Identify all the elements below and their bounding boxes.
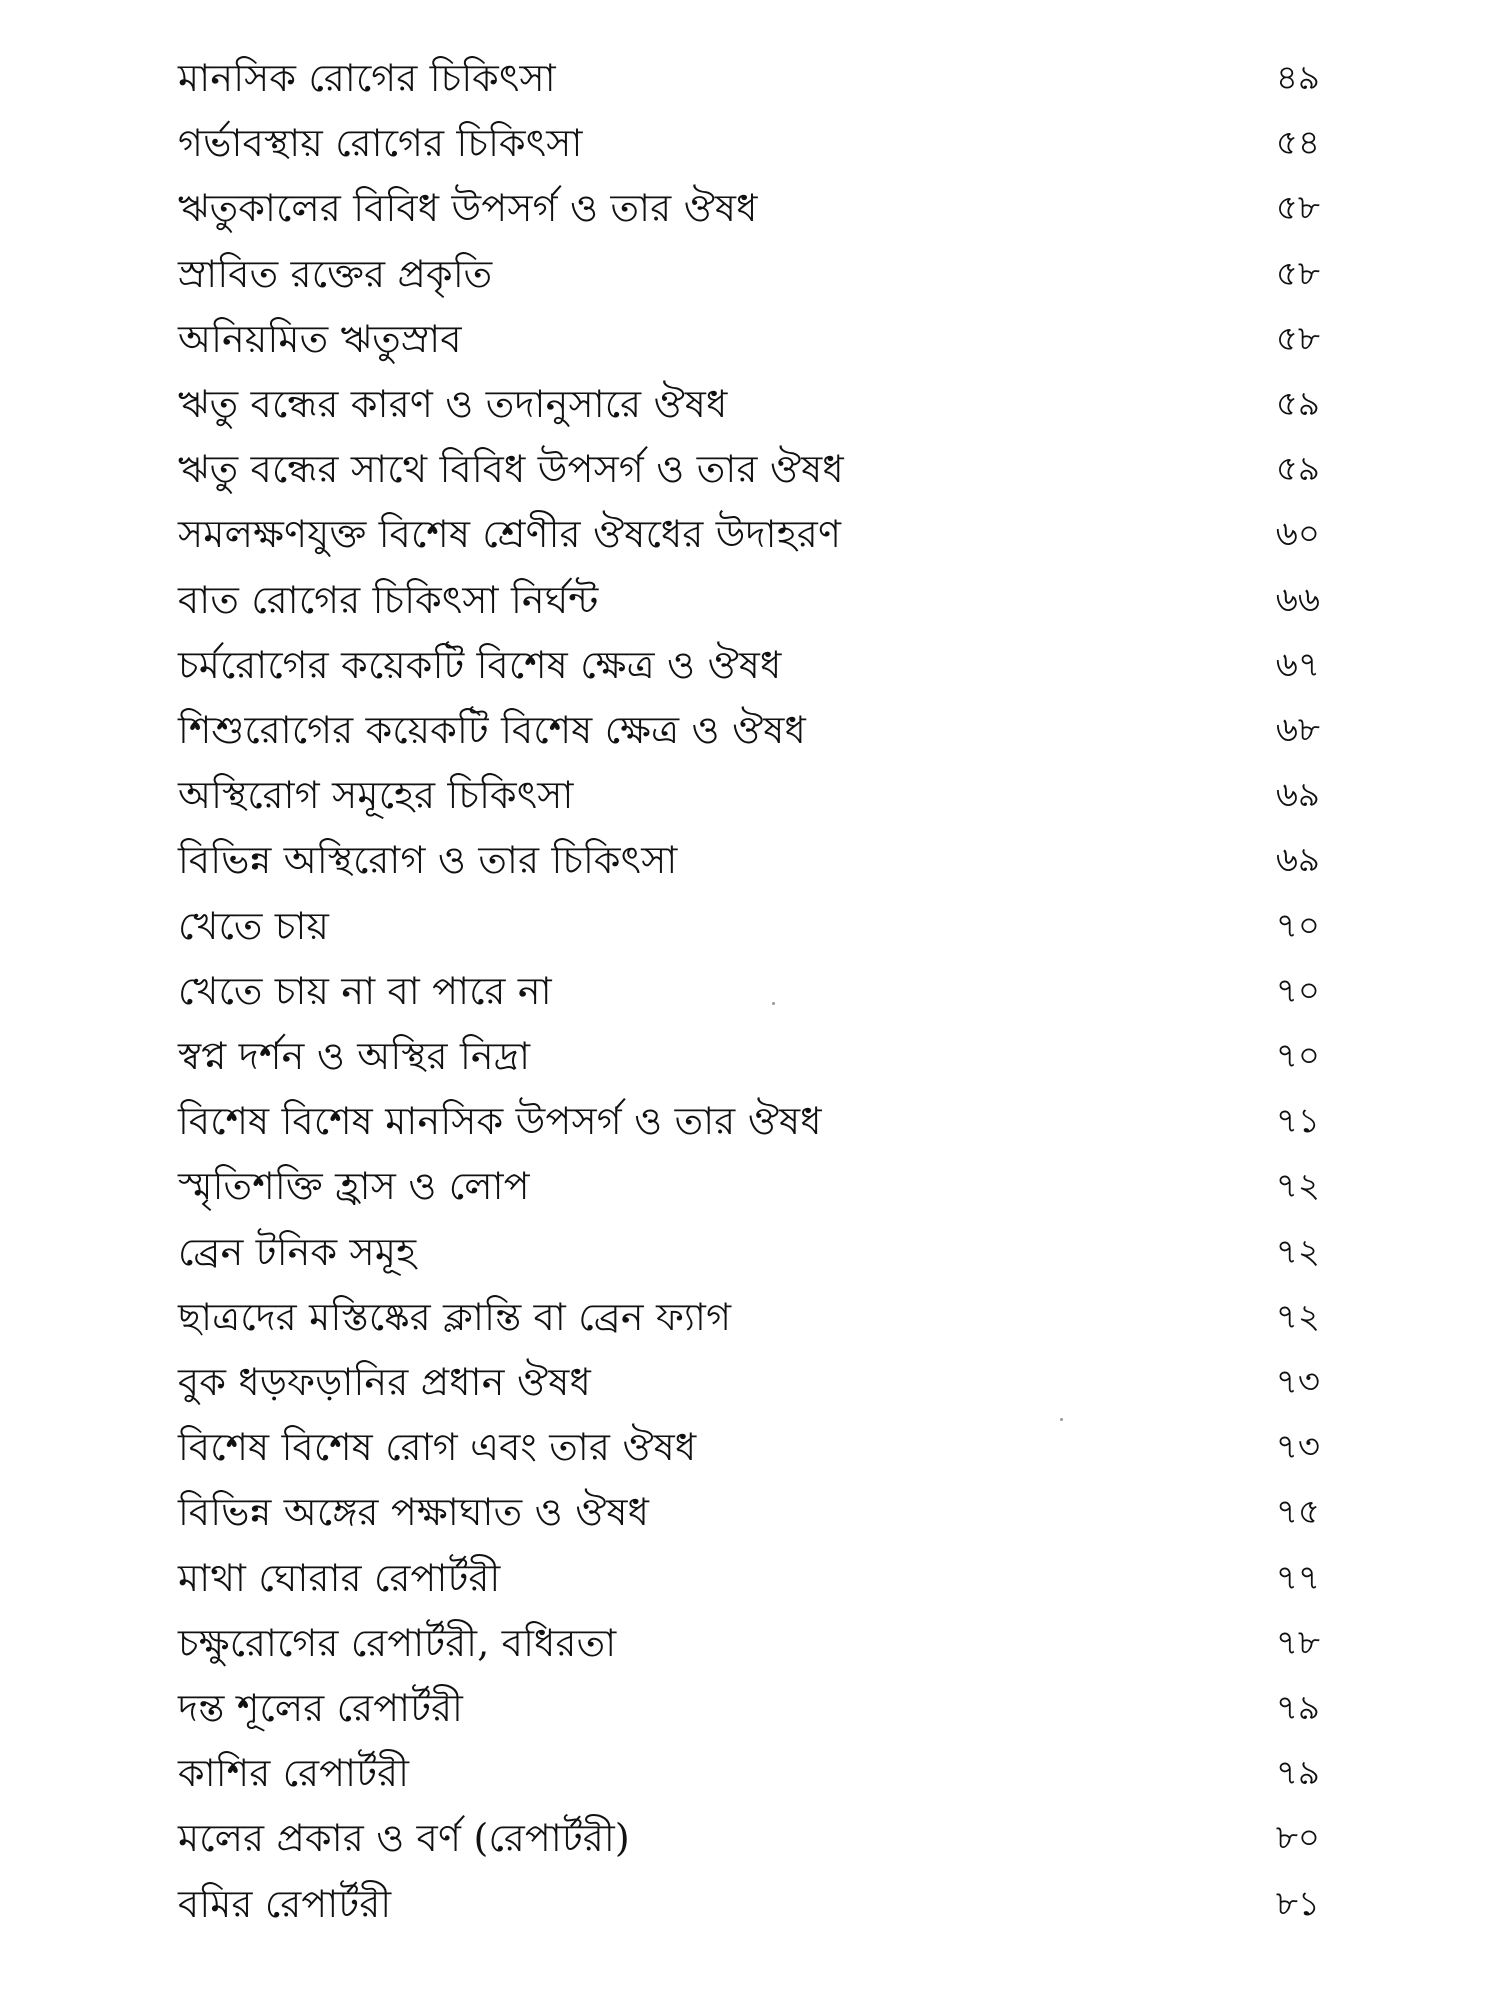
toc-entry-page-number: ৬০	[1275, 514, 1320, 555]
toc-entry-page-number: ৫৯	[1275, 449, 1320, 490]
toc-entry	[178, 633, 1320, 697]
toc-entry-page-number: ৭০	[1275, 905, 1320, 946]
toc-entry-title: স্বপ্ন দর্শন ও অস্থির নিদ্রা	[178, 1034, 531, 1078]
toc-entry	[178, 1415, 1320, 1479]
toc-entry-title: অনিয়মিত ঋতুস্রাব	[178, 316, 462, 361]
toc-entry-title: খেতে চায়	[178, 903, 330, 948]
toc-entry	[178, 1350, 1320, 1414]
toc-entry	[178, 1872, 1320, 1936]
toc-entry-page-number: ৬৬	[1275, 579, 1320, 620]
toc-entry-title: চর্মরোগের কয়েকটি বিশেষ ক্ষেত্র ও ঔষধ	[178, 642, 782, 687]
toc-entry	[178, 1806, 1320, 1870]
toc-entry-page-number: ৭০	[1275, 970, 1320, 1011]
toc-entry-title: ঋতু বন্ধের কারণ ও তদানুসারে ঔষধ	[178, 382, 728, 426]
toc-entry-title: বাত রোগের চিকিৎসা নির্ঘন্ট	[178, 577, 599, 622]
toc-entry	[178, 1285, 1320, 1349]
toc-entry-page-number: ৭১	[1275, 1101, 1320, 1142]
toc-entry-page-number: ৬৮	[1275, 710, 1320, 750]
toc-entry	[178, 698, 1320, 762]
scan-speck	[1060, 1418, 1063, 1421]
toc-entry-title: স্মৃতিশক্তি হ্রাস ও লোপ	[178, 1164, 530, 1209]
toc-entry	[178, 307, 1320, 371]
toc-entry-page-number: ৪৯	[1275, 58, 1320, 98]
toc-entry-page-number: ৮০	[1275, 1818, 1320, 1859]
toc-entry-page-number: ৭২	[1275, 1166, 1320, 1207]
toc-entry	[178, 763, 1320, 827]
toc-entry	[178, 1154, 1320, 1218]
toc-entry-title: বিশেষ বিশেষ মানসিক উপসর্গ ও তার ঔষধ	[178, 1099, 822, 1144]
toc-entry-title: বমির রেপার্টরী	[178, 1881, 392, 1926]
toc-entry-title: খেতে চায় না বা পারে না	[178, 968, 552, 1013]
toc-entry-page-number: ৬৯	[1275, 775, 1320, 816]
toc-entry-page-number: ৭৯	[1275, 1688, 1320, 1728]
toc-entry	[178, 1220, 1320, 1284]
toc-entry-page-number: ৫৮	[1275, 318, 1320, 359]
toc-entry-title: বিভিন্ন অঙ্গের পক্ষাঘাত ও ঔষধ	[178, 1490, 650, 1535]
toc-entry	[178, 176, 1320, 240]
toc-entry	[178, 1480, 1320, 1544]
toc-entry	[178, 1546, 1320, 1610]
toc-entry	[178, 1611, 1320, 1675]
toc-entry	[178, 372, 1320, 436]
toc-entry	[178, 568, 1320, 632]
toc-entry-page-number: ৫৪	[1275, 123, 1320, 164]
toc-entry-page-number: ৭৮	[1275, 1622, 1320, 1663]
toc-entry-page-number: ৭৩	[1275, 1427, 1320, 1468]
toc-entry	[178, 1741, 1320, 1805]
toc-entry	[178, 111, 1320, 175]
toc-entry-page-number: ৭৯	[1275, 1753, 1320, 1794]
toc-entry-page-number: ৬৯	[1275, 840, 1320, 881]
toc-entry-title: সমলক্ষণযুক্ত বিশেষ শ্রেণীর ঔষধের উদাহরণ	[178, 512, 842, 557]
toc-entry	[178, 959, 1320, 1023]
toc-entry-page-number: ৭২	[1275, 1231, 1320, 1272]
toc-entry-title: স্রাবিত রক্তের প্রকৃতি	[178, 251, 493, 296]
toc-entry-title: মাথা ঘোরার রেপার্টরী	[178, 1555, 501, 1600]
toc-entry-title: অস্থিরোগ সমূহের চিকিৎসা	[178, 773, 574, 818]
toc-entry-page-number: ৮১	[1275, 1883, 1320, 1924]
toc-entry	[178, 828, 1320, 892]
toc-entry-title: গর্ভাবস্থায় রোগের চিকিৎসা	[178, 121, 583, 166]
toc-entry-title: চক্ষুরোগের রেপার্টরী, বধিরতা	[178, 1620, 617, 1665]
toc-entry-title: শিশুরোগের কয়েকটি বিশেষ ক্ষেত্র ও ঔষধ	[178, 708, 806, 752]
toc-entry-title: মলের প্রকার ও বর্ণ (রেপার্টরী)	[178, 1816, 630, 1861]
toc-entry-title: বুক ধড়ফড়ানির প্রধান ঔষধ	[178, 1360, 591, 1404]
toc-entry	[178, 437, 1320, 501]
toc-entry-page-number: ৬৭	[1275, 644, 1320, 685]
toc-entry-page-number: ৭৩	[1275, 1362, 1320, 1402]
toc-entry	[178, 1676, 1320, 1740]
toc-entry	[178, 242, 1320, 306]
toc-entry-page-number: ৫৮	[1275, 253, 1320, 294]
toc-entry-title: কাশির রেপার্টরী	[178, 1751, 410, 1796]
toc-entry	[178, 1024, 1320, 1088]
toc-entry-title: বিভিন্ন অস্থিরোগ ও তার চিকিৎসা	[178, 838, 678, 883]
scan-speck	[772, 1002, 775, 1005]
toc-entry-page-number: ৫৮	[1275, 188, 1320, 229]
toc-entry-title: ঋতু বন্ধের সাথে বিবিধ উপসর্গ ও তার ঔষধ	[178, 447, 844, 492]
toc-entry-page-number: ৭২	[1275, 1296, 1320, 1337]
toc-entry-page-number: ৭৭	[1275, 1557, 1320, 1598]
toc-entry	[178, 46, 1320, 110]
toc-entry	[178, 502, 1320, 566]
toc-entry	[178, 894, 1320, 958]
toc-entry-title: মানসিক রোগের চিকিৎসা	[178, 56, 556, 100]
toc-entry-title: ছাত্রদের মস্তিষ্কের ক্লান্তি বা ব্রেন ফ্যাগ	[178, 1294, 732, 1339]
toc-entry-page-number: ৫৯	[1275, 384, 1320, 424]
toc-entry	[178, 1089, 1320, 1153]
toc-entry-title: বিশেষ বিশেষ রোগ এবং তার ঔষধ	[178, 1425, 697, 1470]
toc-entry-page-number: ৭০	[1275, 1036, 1320, 1076]
toc-entry-title: দন্ত শূলের রেপার্টরী	[178, 1686, 464, 1730]
toc-entry-title: ঋতুকালের বিবিধ উপসর্গ ও তার ঔষধ	[178, 186, 758, 231]
toc-entry-title: ব্রেন টনিক সমূহ	[178, 1229, 417, 1274]
toc-entry-page-number: ৭৫	[1275, 1492, 1320, 1533]
